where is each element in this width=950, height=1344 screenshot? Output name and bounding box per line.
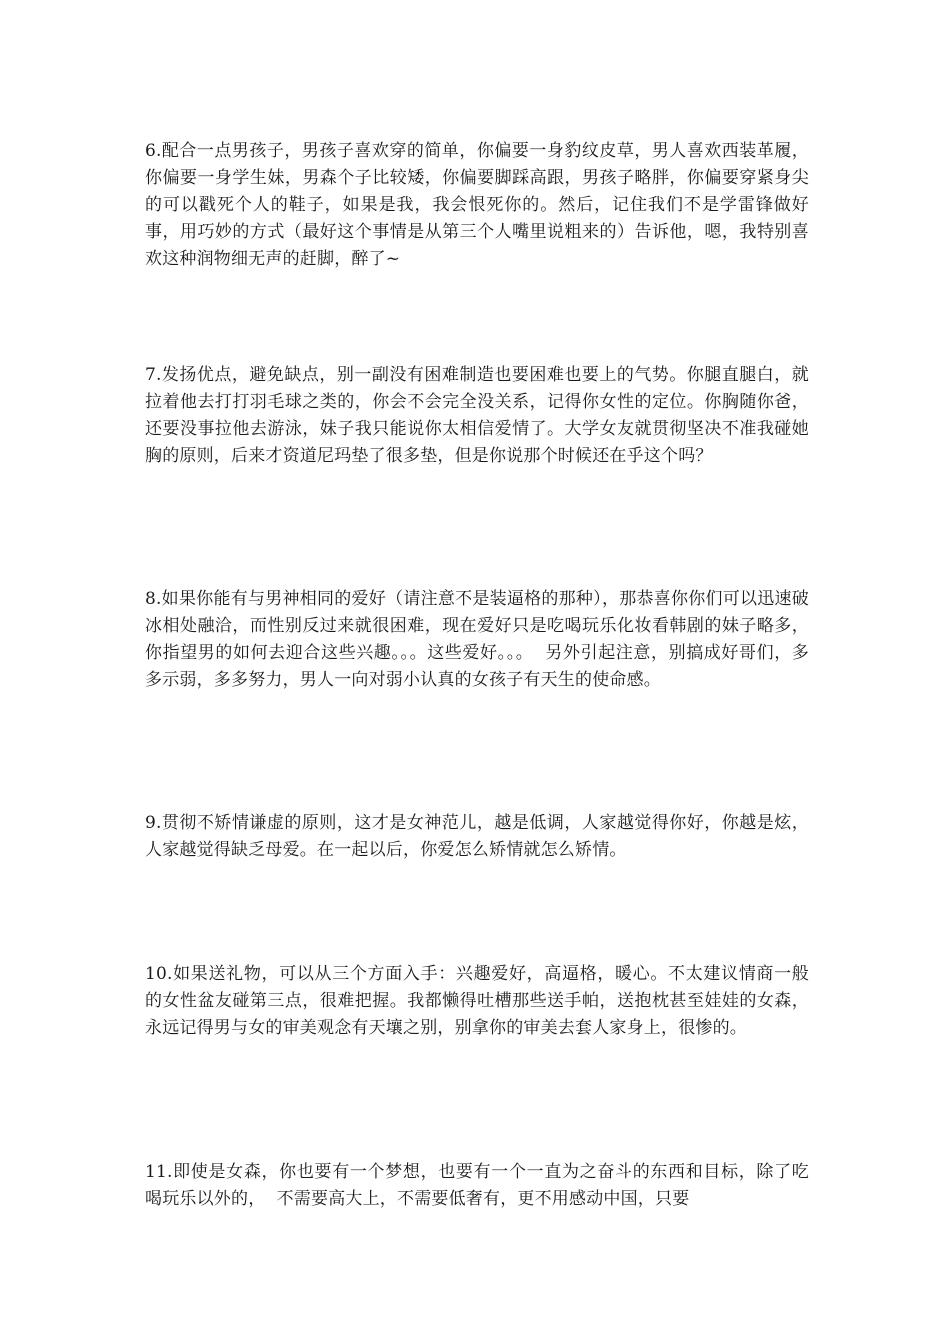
paragraph-9: 9.贯彻不矫情谦虚的原则，这才是女神范儿，越是低调，人家越觉得你好，你越是炫，人家越觉得缺乏母爱。在一起以后，你爱怎么矫情就怎么矫情。	[145, 813, 809, 860]
paragraph-8: 8.如果你能有与男神相同的爱好（请注意不是装逼格的那种），那恭喜你你们可以迅速破冰相处融洽，而性别反过来就很困难，现在爱好只是吃喝玩乐化妆看韩剧的妹子略多，你指望男的如何去迎合这些兴趣。。。这些爱好。。。 另外引起注意，别搞成好哥们，多多示弱，多多努力，男人一向对弱小认真的女孩子有天生的使命感。	[145, 589, 809, 690]
paragraph-7: 7.发扬优点，避免缺点，别一副没有困难制造也要困难也要上的气势。你腿直腿白，就拉着他去打打羽毛球之类的，你会不会完全没关系，记得你女性的定位。你胸随你爸，还要没事拉他去游泳，妹子我只能说你太相信爱情了。大学女友就贯彻坚决不准我碰她胸的原则，后来才资道尼玛垫了很多垫，但是你说那个时候还在乎这个吗？	[145, 365, 809, 466]
paragraph-10: 10.如果送礼物，可以从三个方面入手：兴趣爱好，高逼格，暖心。不太建议情商一般的女性盆友碰第三点，很难把握。我都懒得吐槽那些送手帕，送抱枕甚至娃娃的女森，永远记得男与女的审美观念有天壤之别，别拿你的审美去套人家身上，很惨的。	[145, 964, 809, 1038]
paragraph-11: 11.即使是女森，你也要有一个梦想，也要有一个一直为之奋斗的东西和目标，除了吃喝玩乐以外的， 不需要高大上，不需要低奢有，更不用感动中国，只要	[145, 1162, 809, 1209]
paragraph-6: 6.配合一点男孩子，男孩子喜欢穿的简单，你偏要一身豹纹皮草，男人喜欢西装革履，你偏要一身学生妹，男森个子比较矮，你偏要脚踩高跟，男孩子略胖，你偏要穿紧身尖的可以戳死个人的鞋子，如果是我，我会恨死你的。然后，记住我们不是学雷锋做好事，用巧妙的方式（最好这个事情是从第三个人嘴里说粗来的）告诉他，嗯，我特别喜欢这种润物细无声的赶脚，醉了~	[145, 141, 809, 269]
